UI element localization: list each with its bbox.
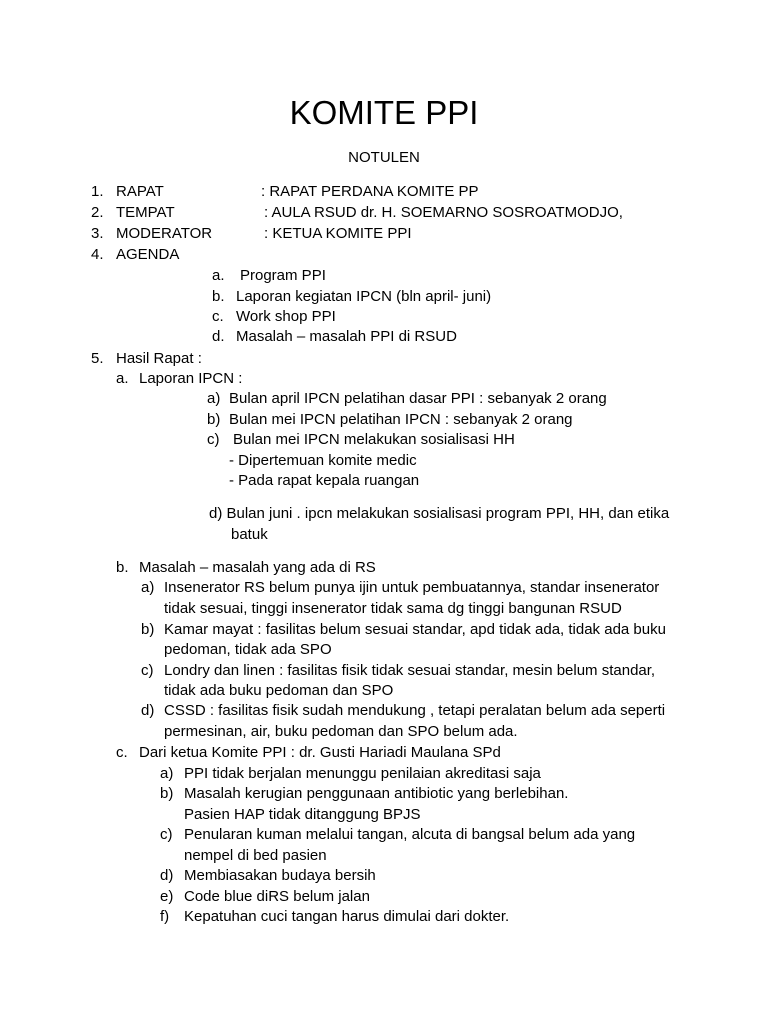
laporan-subitem: - Dipertemuan komite medic	[229, 452, 417, 469]
list-number: 1.	[91, 183, 104, 200]
item-mark: d)	[160, 867, 174, 884]
item-mark: b)	[141, 621, 155, 638]
masalah-item-continued: tidak ada buku pedoman dan SPO	[164, 682, 394, 699]
item-mark: d)	[141, 702, 155, 719]
list-number: 2.	[91, 204, 104, 221]
info-label-moderator: MODERATOR	[116, 225, 213, 242]
laporan-item-d: d) Bulan juni . ipcn melakukan sosialisasi program PPI, HH, dan etika	[209, 505, 670, 522]
list-number: 5.	[91, 350, 104, 367]
ketua-item-continued: Pasien HAP tidak ditanggung BPJS	[184, 806, 421, 823]
item-mark: a)	[160, 765, 174, 782]
section-heading-hasil-rapat: Hasil Rapat :	[116, 350, 202, 367]
info-label-tempat: TEMPAT	[116, 204, 175, 221]
list-number: 4.	[91, 246, 104, 263]
document-subtitle: NOTULEN	[348, 149, 420, 166]
agenda-item: Laporan kegiatan IPCN (bln april- juni)	[236, 288, 492, 305]
item-mark: c)	[207, 431, 220, 448]
item-mark: b)	[160, 785, 174, 802]
item-mark: b)	[207, 411, 221, 428]
ketua-item: Penularan kuman melalui tangan, alcuta di bangsal belum ada yang	[184, 826, 636, 843]
masalah-item: Insenerator RS belum punya ijin untuk pembuatannya, standar insenerator	[164, 579, 660, 596]
subsection-heading-laporan-ipcn: Laporan IPCN :	[139, 370, 243, 387]
list-number: 3.	[91, 225, 104, 242]
ketua-item: PPI tidak berjalan menunggu penilaian akreditasi saja	[184, 765, 541, 782]
masalah-item-continued: permesinan, air, buku pedoman dan SPO belum ada.	[164, 723, 518, 740]
info-label-agenda: AGENDA	[116, 246, 180, 263]
agenda-mark: d.	[212, 328, 225, 345]
item-mark: c)	[141, 662, 154, 679]
masalah-item-continued: tidak sesuai, tinggi insenerator tidak sama dg tinggi bangunan RSUD	[164, 600, 622, 617]
item-mark: e)	[160, 888, 174, 905]
info-value-tempat: : AULA RSUD dr. H. SOEMARNO SOSROATMODJO,	[264, 204, 623, 221]
subsection-mark: b.	[116, 559, 129, 576]
item-mark: f)	[160, 908, 170, 925]
agenda-mark: c.	[212, 308, 224, 325]
agenda-item: Program PPI	[240, 267, 326, 284]
info-value-moderator: : KETUA KOMITE PPI	[264, 225, 412, 242]
info-label-rapat: RAPAT	[116, 183, 164, 200]
agenda-mark: b.	[212, 288, 225, 305]
ketua-item: Membiasakan budaya bersih	[184, 867, 376, 884]
laporan-item: Bulan april IPCN pelatihan dasar PPI : sebanyak 2 orang	[229, 390, 607, 407]
subsection-heading-masalah: Masalah – masalah yang ada di RS	[139, 559, 376, 576]
laporan-subitem: - Pada rapat kepala ruangan	[229, 472, 420, 489]
laporan-item: Bulan mei IPCN pelatihan IPCN : sebanyak 2 orang	[229, 411, 573, 428]
agenda-mark: a.	[212, 267, 225, 284]
subsection-mark: c.	[116, 744, 128, 761]
agenda-item: Masalah – masalah PPI di RSUD	[236, 328, 457, 345]
ketua-item: Masalah kerugian penggunaan antibiotic yang berlebihan.	[184, 785, 569, 802]
subsection-mark: a.	[116, 370, 129, 387]
laporan-item: Bulan mei IPCN melakukan sosialisasi HH	[233, 431, 515, 448]
item-mark: a)	[141, 579, 155, 596]
masalah-item: Kamar mayat : fasilitas belum sesuai standar, apd tidak ada, tidak ada buku	[164, 621, 666, 638]
ketua-item: Kepatuhan cuci tangan harus dimulai dari dokter.	[184, 908, 510, 925]
ketua-item: Code blue diRS belum jalan	[184, 888, 370, 905]
info-value-rapat: : RAPAT PERDANA KOMITE PP	[261, 183, 479, 200]
masalah-item: CSSD : fasilitas fisik sudah mendukung , tetapi peralatan belum ada seperti	[164, 702, 666, 719]
item-mark: c)	[160, 826, 173, 843]
masalah-item-continued: pedoman, tidak ada SPO	[164, 641, 332, 658]
subsection-heading-ketua: Dari ketua Komite PPI : dr. Gusti Hariadi Maulana SPd	[139, 744, 501, 761]
masalah-item: Londry dan linen : fasilitas fisik tidak sesuai standar, mesin belum standar,	[164, 662, 656, 679]
document-title: KOMITE PPI	[289, 94, 479, 131]
laporan-item-d-continued: batuk	[231, 526, 268, 543]
item-mark: a)	[207, 390, 221, 407]
agenda-item: Work shop PPI	[236, 308, 336, 325]
ketua-item-continued: nempel di bed pasien	[184, 847, 327, 864]
